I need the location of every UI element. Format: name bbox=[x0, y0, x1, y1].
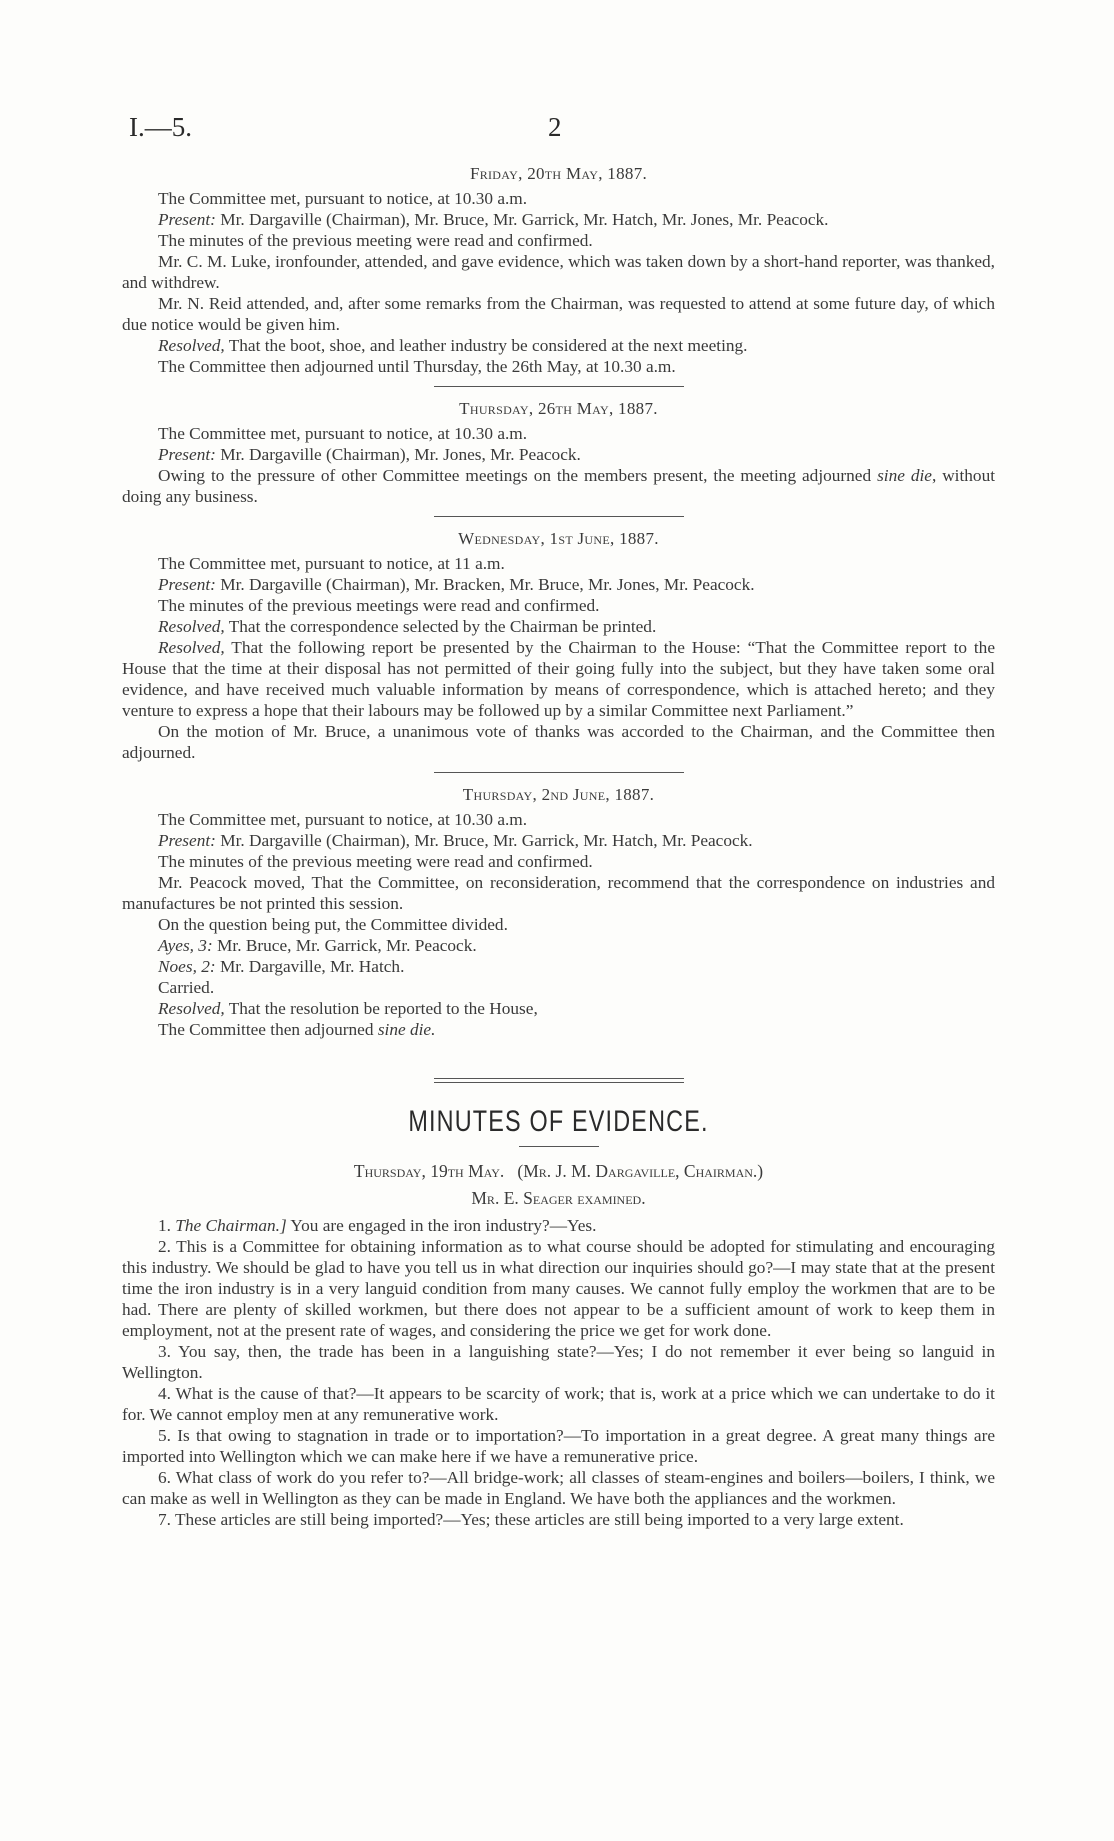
meeting-date: Friday, 20th May, 1887. bbox=[469, 164, 648, 183]
minute-line: Mr. Peacock moved, That the Committee, on reconsideration, recommend that the correspondence on industries and manufactures be not printed this session. bbox=[122, 873, 995, 913]
present-line: Present: Mr. Dargaville (Chairman), Mr. Jones, Mr. Peacock. bbox=[158, 445, 581, 464]
minute-line: The minutes of the previous meeting were read and confirmed. bbox=[158, 231, 593, 250]
ayes-line: Ayes, 3: Mr. Bruce, Mr. Garrick, Mr. Peacock. bbox=[158, 936, 477, 955]
evidence-question: 6. What class of work do you refer to?—All bridge-work; all classes of steam-engines and boilers—boilers, I think, we can make as well in Wellington as they can be made in England. We have both the appliances and the workmen. bbox=[122, 1468, 995, 1508]
minute-line: The Committee met, pursuant to notice, at 10.30 a.m. bbox=[158, 424, 528, 443]
meeting-date: Wednesday, 1st June, 1887. bbox=[458, 529, 659, 548]
evidence-question: 3. You say, then, the trade has been in a languishing state?—Yes; I do not remember it ever being so languid in Wellington. bbox=[122, 1342, 995, 1382]
minute-line: On the motion of Mr. Bruce, a unanimous vote of thanks was accorded to the Chairman, and the Committee then adjourned. bbox=[122, 722, 995, 762]
minutes-body bbox=[122, 163, 995, 1530]
evidence-date-line: Thursday, 19th May. (Mr. J. M. Dargaville, Chairman.) bbox=[353, 1161, 764, 1181]
evidence-question: 5. Is that owing to stagnation in trade or to importation?—To importation in a great degree. A great many things are imported into Wellington which we can make here if we have a remunerative price. bbox=[122, 1426, 995, 1466]
meeting-date: Thursday, 2nd June, 1887. bbox=[462, 785, 655, 804]
present-line: Present: Mr. Dargaville (Chairman), Mr. Bracken, Mr. Bruce, Mr. Jones, Mr. Peacock. bbox=[158, 575, 755, 594]
minute-line: Owing to the pressure of other Committee meetings on the members present, the meeting adjourned sine die, without doing any business. bbox=[122, 466, 996, 506]
minute-line: On the question being put, the Committee divided. bbox=[158, 915, 508, 934]
witness-line: Mr. E. Seager examined. bbox=[471, 1188, 646, 1208]
minute-line: The Committee then adjourned sine die. bbox=[158, 1020, 436, 1039]
title-rule bbox=[519, 1146, 599, 1147]
evidence-question: 7. These articles are still being imported?—Yes; these articles are still being imported to a very large extent. bbox=[158, 1510, 904, 1529]
double-rule bbox=[434, 1078, 684, 1083]
minute-line: Mr. C. M. Luke, ironfounder, attended, and gave evidence, which was taken down by a short-hand reporter, was thanked, and withdrew. bbox=[122, 252, 995, 292]
minute-line: The Committee met, pursuant to notice, at 10.30 a.m. bbox=[158, 189, 528, 208]
meeting-date: Thursday, 26th May, 1887. bbox=[459, 399, 658, 418]
minute-line: The Committee met, pursuant to notice, at 11 a.m. bbox=[158, 554, 505, 573]
resolution-line: Resolved, That the resolution be reported to the House, bbox=[158, 999, 538, 1018]
minute-line: The Committee met, pursuant to notice, at 10.30 a.m. bbox=[158, 810, 528, 829]
noes-line: Noes, 2: Mr. Dargaville, Mr. Hatch. bbox=[158, 957, 405, 976]
minute-line: The minutes of the previous meetings were read and confirmed. bbox=[158, 596, 600, 615]
evidence-question: 2. This is a Committee for obtaining information as to what course should be adopted for stimulating and encouraging this industry. We should be glad to have you tell us in what direction our inquiries should go?—I may state that at the present time the iron industry is in a very languid condition from many causes. We cannot fully employ the workmen that are to be had. There are plenty of skilled workmen, but there does not appear to be a sufficient amount of work to keep them in employment, not at the present rate of wages, and considering the price we get for work done. bbox=[122, 1237, 995, 1340]
resolution-line: Resolved, That the following report be presented by the Chairman to the House: “That the Committee report to the House that the time at their disposal has not permitted of their going fully into the subject, but they have taken some oral evidence, and have received much valuable information by means of correspondence, which is attached hereto; and they venture to express a hope that their labours may be followed up by a similar Committee next Parliament.” bbox=[122, 638, 995, 720]
resolution-line: Resolved, That the correspondence selected by the Chairman be printed. bbox=[158, 617, 657, 636]
minute-line: The Committee then adjourned until Thursday, the 26th May, at 10.30 a.m. bbox=[158, 357, 676, 376]
paper-reference: I.—5. bbox=[129, 112, 192, 142]
section-divider bbox=[434, 516, 684, 517]
section-divider bbox=[434, 772, 684, 773]
resolution-line: Resolved, That the boot, shoe, and leather industry be considered at the next meeting. bbox=[158, 336, 748, 355]
evidence-question: 1. The Chairman.] You are engaged in the iron industry?—Yes. bbox=[158, 1216, 597, 1235]
minute-line: The minutes of the previous meeting were read and confirmed. bbox=[158, 852, 593, 871]
minute-line: Mr. N. Reid attended, and, after some remarks from the Chairman, was requested to attend at some future day, of which due notice would be given him. bbox=[122, 294, 995, 334]
present-line: Present: Mr. Dargaville (Chairman), Mr. Bruce, Mr. Garrick, Mr. Hatch, Mr. Peacock. bbox=[158, 831, 753, 850]
evidence-title: MINUTES OF EVIDENCE. bbox=[408, 1105, 709, 1138]
page-number: 2 bbox=[548, 112, 562, 142]
section-divider bbox=[434, 386, 684, 387]
minute-line: Carried. bbox=[158, 978, 215, 997]
present-line: Present: Mr. Dargaville (Chairman), Mr. Bruce, Mr. Garrick, Mr. Hatch, Mr. Jones, Mr. Peacock. bbox=[158, 210, 829, 229]
evidence-question: 4. What is the cause of that?—It appears to be scarcity of work; that is, work at a price which we can undertake to do it for. We cannot employ men at any remunerative work. bbox=[122, 1384, 995, 1424]
